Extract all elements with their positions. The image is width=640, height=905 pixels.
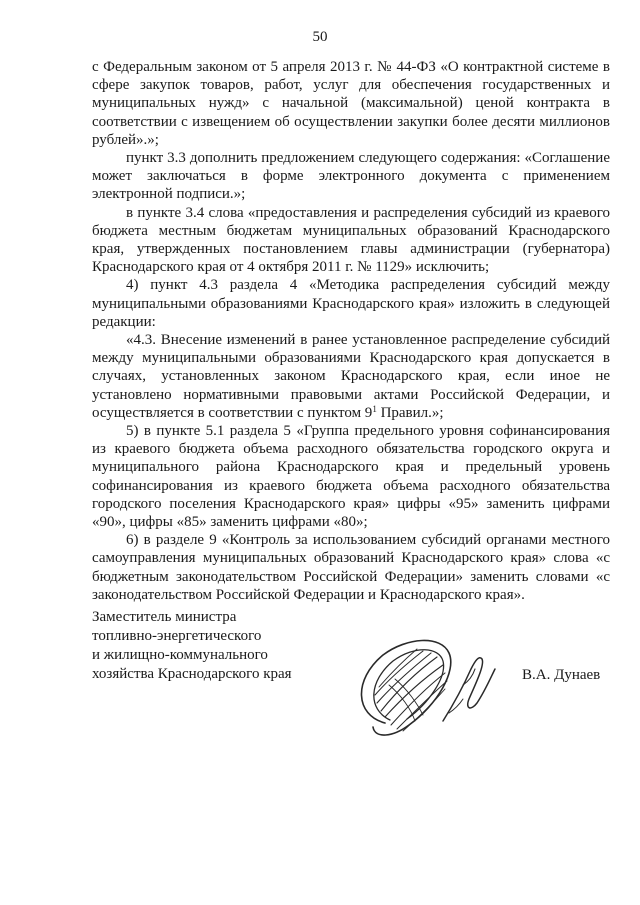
paragraph-5-text-after: Правил.»; bbox=[376, 404, 444, 421]
paragraph-7: 6) в разделе 9 «Контроль за использованием субсидий органами местного самоуправления муниципальных образований Краснодарского края» слова «с бюджетным законодательством Российской Федерации» заменить словами «с законодательством Российской Федерации и Краснодарского края». bbox=[92, 532, 610, 603]
paragraph-2: пункт 3.3 дополнить предложением следующего содержания: «Соглашение может заключаться в форме электронного документа с применением электронной подписи.»; bbox=[92, 150, 610, 203]
superscript: 1 bbox=[372, 403, 377, 414]
paragraph-5-text: «4.3. Внесение изменений в ранее установленное распределение субсидий между муниципальными образованиями Краснодарского края допускается в случаях, установленных законом Краснодарского края, если иное не установлено нормативными правовыми актами Российской Федерации, и осуществляется в соответствии с пунктом 9 bbox=[92, 332, 610, 421]
paragraph-6: 5) в пункте 5.1 раздела 5 «Группа предельного уровня софинансирования из краевого бюджета объема расходного обязательства городского округа и муниципального района Краснодарского края и предельный уровень софинансирования из краевого бюджета объема расходного обязательства городского поселения Краснодарского края» цифры «95» заменить цифрами «90», цифры «85» заменить цифрами «80»; bbox=[92, 423, 610, 531]
document-body bbox=[92, 58, 610, 604]
signature-position bbox=[92, 608, 312, 684]
paragraph-1: с Федеральным законом от 5 апреля 2013 г. № 44-ФЗ «О контрактной системе в сфере закупок товаров, работ, услуг для обеспечения государственных и муниципальных нужд» с начальной (максимальной) ценой контракта в соответствии с извещением об осуществлении закупки более десяти миллионов рублей».»; bbox=[92, 59, 610, 148]
paragraph-3: в пункте 3.4 слова «предоставления и распределения субсидий из краевого бюджета местным бюджетам муниципальных образований Краснодарского края, утвержденных постановлением главы администрации (губернатора) Краснодарского края от 4 октября 2011 г. № 1129» исключить; bbox=[92, 204, 610, 276]
page-number: 50 bbox=[312, 29, 328, 45]
handwritten-signature bbox=[345, 625, 515, 755]
position-line-3: и жилищно-коммунального bbox=[92, 647, 268, 663]
position-line-2: топливно-энергетического bbox=[92, 628, 262, 644]
position-line-1: Заместитель министра bbox=[92, 609, 237, 625]
signer-name: В.А. Дунаев bbox=[522, 667, 601, 683]
position-line-4: хозяйства Краснодарского края bbox=[92, 666, 292, 682]
paragraph-5 bbox=[92, 331, 610, 422]
paragraph-4: 4) пункт 4.3 раздела 4 «Методика распределения субсидий между муниципальными образованиями Краснодарского края» изложить в следующей редакции: bbox=[92, 277, 610, 330]
